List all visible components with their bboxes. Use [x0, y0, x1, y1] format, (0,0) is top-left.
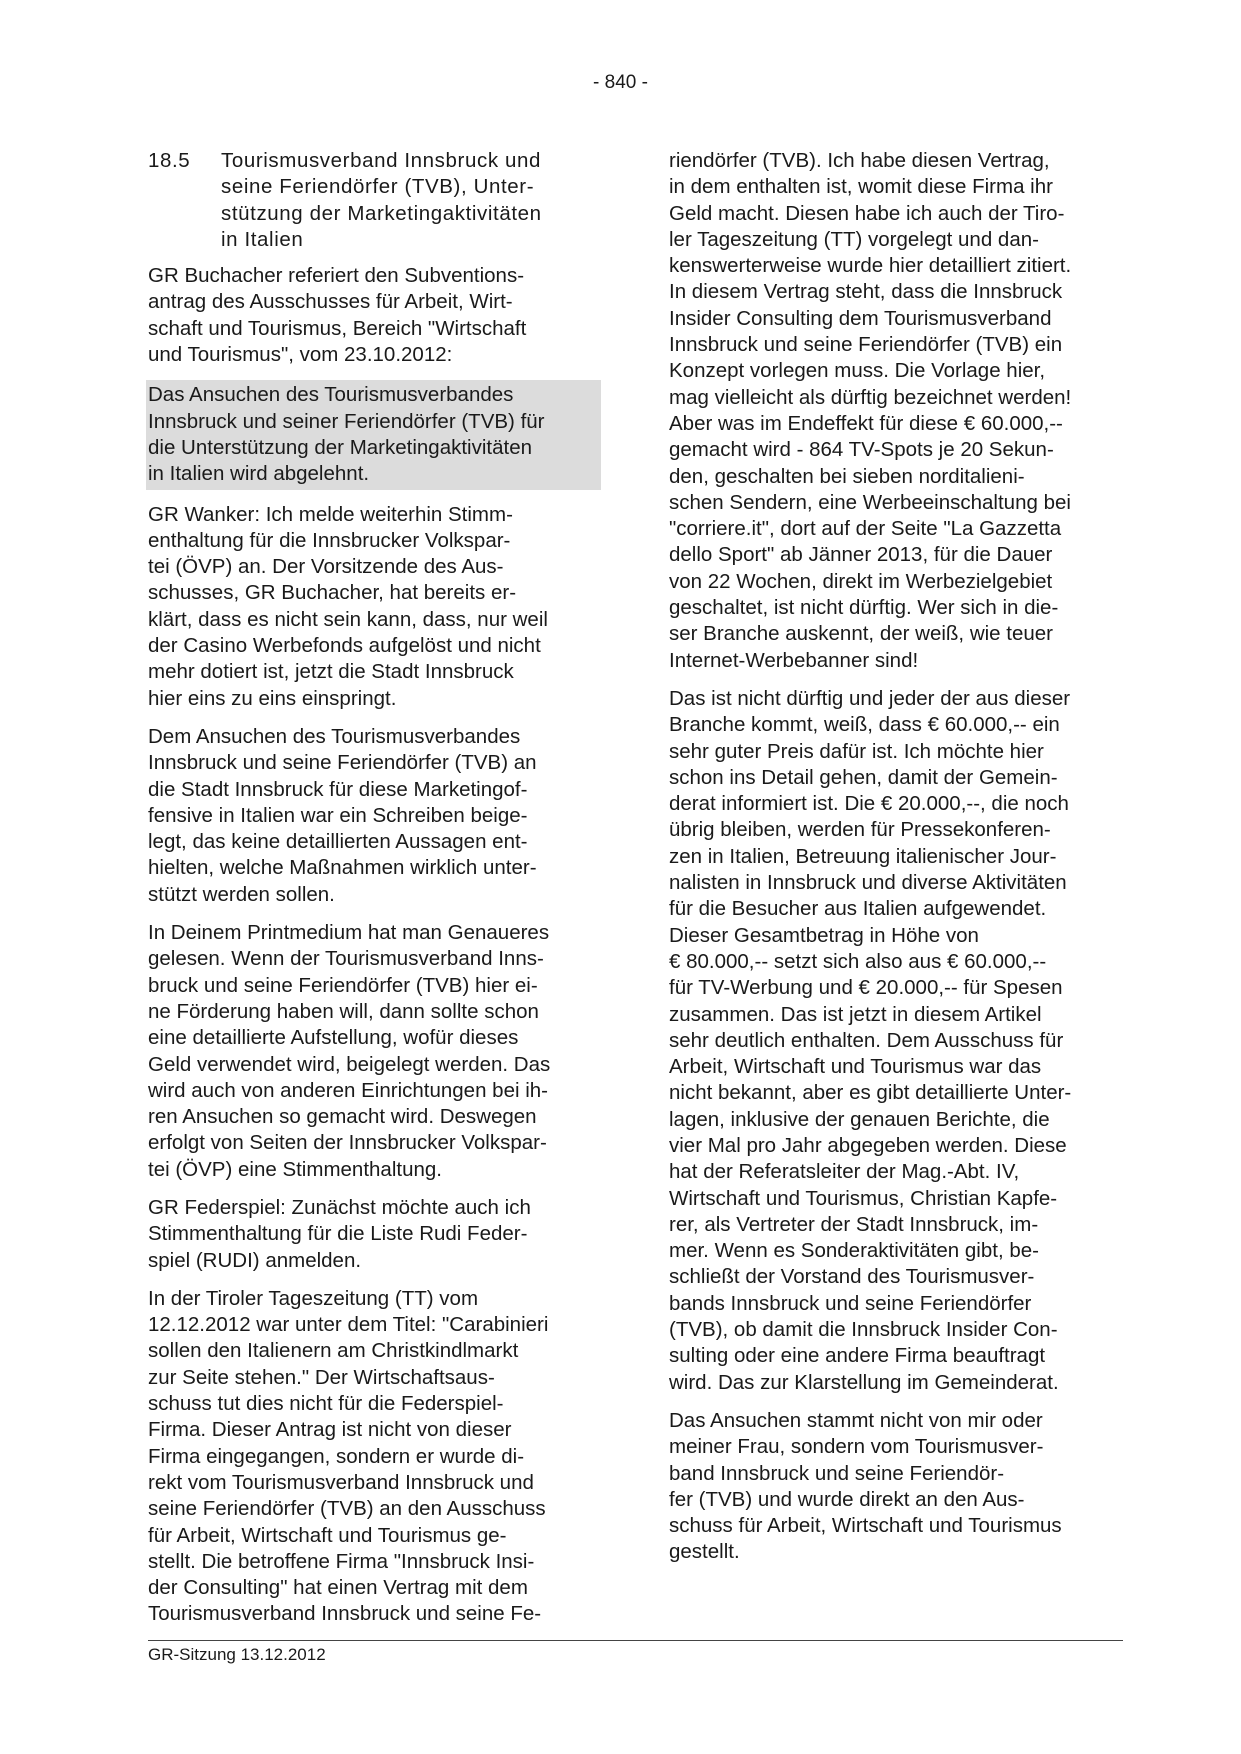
text-line: in Italien	[221, 227, 304, 251]
text-line: GR Buchacher referiert den Subventions-	[148, 264, 525, 288]
text-line: sehr guter Preis dafür ist. Ich möchte hier	[669, 739, 1044, 763]
text-line: Arbeit, Wirtschaft und Tourismus war das	[669, 1055, 1042, 1079]
text-line: geschaltet, ist nicht dürftig. Wer sich in die-	[669, 596, 1059, 620]
text-line: den, geschalten bei sieben norditalieni-	[669, 464, 1025, 488]
text-line: sulting oder eine andere Firma beauftragt	[669, 1344, 1046, 1368]
text-line: 12.12.2012 war unter dem Titel: "Carabinieri	[148, 1313, 549, 1337]
text-line: mehr dotiert ist, jetzt die Stadt Innsbruck	[148, 660, 514, 684]
paragraph	[148, 502, 598, 712]
text-line: tei (ÖVP) eine Stimmenthaltung.	[148, 1157, 442, 1181]
text-line: schaft und Tourismus, Bereich "Wirtschaft	[148, 316, 527, 340]
text-line: Das ist nicht dürftig und jeder der aus dieser	[669, 686, 1071, 710]
page-footer: GR-Sitzung 13.12.2012	[148, 1640, 1123, 1665]
text-line: schen Sendern, eine Werbeeinschaltung bei	[669, 490, 1071, 514]
text-line: für die Besucher aus Italien aufgewendet.	[669, 897, 1047, 921]
text-line: in dem enthalten ist, womit diese Firma ihr	[669, 175, 1053, 199]
text-line: seine Feriendörfer (TVB), Unter-	[221, 175, 535, 199]
text-line: schon ins Detail gehen, damit der Gemein-	[669, 765, 1058, 789]
text-line: zen in Italien, Betreuung italienischer Jour-	[669, 844, 1057, 868]
text-line: ser Branche auskennt, der weiß, wie teuer	[669, 622, 1053, 646]
text-line: Tourismusverband Innsbruck und seine Fe-	[148, 1602, 542, 1626]
text-line: rekt vom Tourismusverband Innsbruck und	[148, 1470, 534, 1494]
text-line: bruck und seine Feriendörfer (TVB) hier ei-	[148, 973, 538, 997]
text-line: Internet-Werbebanner sind!	[669, 648, 919, 672]
text-line: Stimmenthaltung für die Liste Rudi Feder-	[148, 1222, 528, 1246]
paragraph	[148, 1195, 598, 1274]
page-number: - 840 -	[593, 72, 648, 93]
text-line: stützung der Marketingaktivitäten	[221, 201, 542, 225]
text-line: vier Mal pro Jahr abgegeben werden. Diese	[669, 1133, 1067, 1157]
text-line: legt, das keine detaillierten Aussagen ent-	[148, 830, 528, 854]
text-line: gemacht wird - 864 TV-Spots je 20 Sekun-	[669, 438, 1054, 462]
text-line: rer, als Vertreter der Stadt Innsbruck, im-	[669, 1212, 1039, 1236]
heading-number: 18.5	[148, 149, 191, 172]
text-line: für Arbeit, Wirtschaft und Tourismus ge-	[148, 1523, 507, 1547]
text-line: "corriere.it", dort auf der Seite "La Gazzetta	[669, 517, 1062, 541]
text-line: Innsbruck und seine Feriendörfer (TVB) an	[148, 751, 537, 775]
text-line: Konzept vorlegen muss. Die Vorlage hier,	[669, 359, 1046, 383]
text-line: schusses, GR Buchacher, hat bereits er-	[148, 581, 517, 605]
text-line: derat informiert ist. Die € 20.000,--, die noch	[669, 792, 1069, 816]
left-column	[148, 148, 598, 1640]
text-line: zur Seite stehen." Der Wirtschaftsaus-	[148, 1365, 495, 1389]
text-line: meiner Frau, sondern vom Tourismusver-	[669, 1435, 1044, 1459]
paragraph	[148, 724, 598, 908]
text-line: gestellt.	[669, 1540, 740, 1564]
heading-title	[221, 148, 542, 253]
text-line: Innsbruck und seiner Feriendörfer (TVB) für	[148, 409, 545, 433]
text-line: schließt der Vorstand des Tourismusver-	[669, 1265, 1035, 1289]
text-line: (TVB), ob damit die Innsbruck Insider Con-	[669, 1318, 1058, 1342]
text-line: klärt, dass es nicht sein kann, dass, nur weil	[148, 607, 548, 631]
text-line: ne Förderung haben will, dann sollte schon	[148, 999, 539, 1023]
text-line: In diesem Vertrag steht, dass die Innsbruck	[669, 280, 1063, 304]
text-line: hat der Referatsleiter der Mag.-Abt. IV,	[669, 1160, 1020, 1184]
text-line: Das Ansuchen stammt nicht von mir oder	[669, 1408, 1043, 1432]
text-line: Dem Ansuchen des Tourismusverbandes	[148, 724, 521, 748]
text-line: Dieser Gesamtbetrag in Höhe von	[669, 923, 979, 947]
text-line: ren Ansuchen so gemacht wird. Deswegen	[148, 1105, 537, 1129]
text-line: GR Wanker: Ich melde weiterhin Stimm-	[148, 502, 513, 526]
text-line: riendörfer (TVB). Ich habe diesen Vertrag,	[669, 149, 1050, 172]
text-line: kenswerterweise wurde hier detailliert zitiert.	[669, 254, 1072, 278]
agenda-heading	[148, 148, 598, 253]
text-line: die Unterstützung der Marketingaktivitäten	[148, 435, 533, 459]
paragraph	[148, 263, 598, 368]
text-line: In der Tiroler Tageszeitung (TT) vom	[148, 1286, 479, 1310]
text-line: Wirtschaft und Tourismus, Christian Kapfe-	[669, 1186, 1058, 1210]
text-line: bands Innsbruck und seine Feriendörfer	[669, 1291, 1032, 1315]
text-line: € 80.000,-- setzt sich also aus € 60.000,--	[669, 949, 1047, 973]
text-line: band Innsbruck und seine Feriendör-	[669, 1461, 1005, 1485]
text-line: der Consulting" hat einen Vertrag mit dem	[148, 1576, 528, 1600]
text-line: tei (ÖVP) an. Der Vorsitzende des Aus-	[148, 555, 504, 579]
text-line: antrag des Ausschusses für Arbeit, Wirt-	[148, 290, 513, 314]
text-line: Innsbruck und seine Feriendörfer (TVB) ein	[669, 333, 1063, 357]
text-line: seine Feriendörfer (TVB) an den Ausschuss	[148, 1497, 546, 1521]
text-line: Geld verwendet wird, beigelegt werden. Das	[148, 1052, 551, 1076]
text-line: Das Ansuchen des Tourismusverbandes	[148, 383, 514, 407]
text-line: wird auch von anderen Einrichtungen bei ih-	[148, 1078, 549, 1102]
text-line: Branche kommt, weiß, dass € 60.000,-- ein	[669, 713, 1060, 737]
text-line: hier eins zu eins einspringt.	[148, 686, 397, 710]
text-line: stellt. Die betroffene Firma "Innsbruck Insi-	[148, 1549, 535, 1573]
text-line: hielten, welche Maßnahmen wirklich unter-	[148, 856, 537, 880]
paragraph	[669, 686, 1124, 1396]
text-line: schuss für Arbeit, Wirtschaft und Tourismus	[669, 1514, 1062, 1538]
text-line: in Italien wird abgelehnt.	[148, 462, 370, 486]
text-line: für TV-Werbung und € 20.000,-- für Spesen	[669, 976, 1063, 1000]
text-line: der Casino Werbefonds aufgelöst und nicht	[148, 634, 541, 658]
text-line: Firma eingegangen, sondern er wurde di-	[148, 1444, 525, 1468]
text-line: wird. Das zur Klarstellung im Gemeinderat.	[669, 1370, 1059, 1394]
text-line: sollen den Italienern am Christkindlmarkt	[148, 1339, 519, 1363]
text-line: ler Tageszeitung (TT) vorgelegt und dan-	[669, 227, 1039, 251]
text-line: nalisten in Innsbruck und diverse Aktivitäten	[669, 871, 1067, 895]
text-line: Insider Consulting dem Tourismusverband	[669, 306, 1052, 330]
text-line: fer (TVB) und wurde direkt an den Aus-	[669, 1487, 1025, 1511]
text-line: Geld macht. Diesen habe ich auch der Tiro-	[669, 201, 1065, 225]
text-line: Firma. Dieser Antrag ist nicht von dieser	[148, 1418, 512, 1442]
text-line: Aber was im Endeffekt für diese € 60.000,--	[669, 411, 1063, 435]
text-line: Tourismusverband Innsbruck und	[221, 149, 541, 172]
text-line: die Stadt Innsbruck für diese Marketingof-	[148, 777, 528, 801]
text-line: nicht bekannt, aber es gibt detaillierte Unter-	[669, 1081, 1072, 1105]
text-line: eine detaillierte Aufstellung, wofür dieses	[148, 1026, 519, 1050]
text-line: enthaltung für die Innsbrucker Volkspar-	[148, 528, 511, 552]
text-line: fensive in Italien war ein Schreiben beige-	[148, 803, 528, 827]
text-line: von 22 Wochen, direkt im Werbezielgebiet	[669, 569, 1053, 593]
paragraph	[669, 1408, 1124, 1566]
text-line: und Tourismus", vom 23.10.2012:	[148, 343, 453, 367]
text-line: zusammen. Das ist jetzt in diesem Artikel	[669, 1002, 1042, 1026]
text-line: sehr deutlich enthalten. Dem Ausschuss für	[669, 1028, 1064, 1052]
text-line: lagen, inklusive der genauen Berichte, die	[669, 1107, 1050, 1131]
text-line: In Deinem Printmedium hat man Genaueres	[148, 921, 550, 945]
decision-box	[146, 380, 601, 489]
text-line: erfolgt von Seiten der Innsbrucker Volkspar-	[148, 1131, 547, 1155]
right-column	[669, 148, 1124, 1578]
text-line: schuss tut dies nicht für die Federspiel-	[148, 1392, 504, 1416]
text-line: übrig bleiben, werden für Pressekonferen-	[669, 818, 1051, 842]
text-line: dello Sport" ab Jänner 2013, für die Dauer	[669, 543, 1053, 567]
text-line: mag vielleicht als dürftig bezeichnet werden!	[669, 385, 1072, 409]
paragraph	[148, 920, 598, 1183]
text-line: spiel (RUDI) anmelden.	[148, 1248, 362, 1272]
text-line: GR Federspiel: Zunächst möchte auch ich	[148, 1195, 531, 1219]
text-line: stützt werden sollen.	[148, 882, 335, 906]
paragraph	[669, 148, 1124, 674]
text-line: gelesen. Wenn der Tourismusverband Inns-	[148, 947, 544, 971]
paragraph	[148, 1286, 598, 1628]
text-line: mer. Wenn es Sonderaktivitäten gibt, be-	[669, 1239, 1039, 1263]
